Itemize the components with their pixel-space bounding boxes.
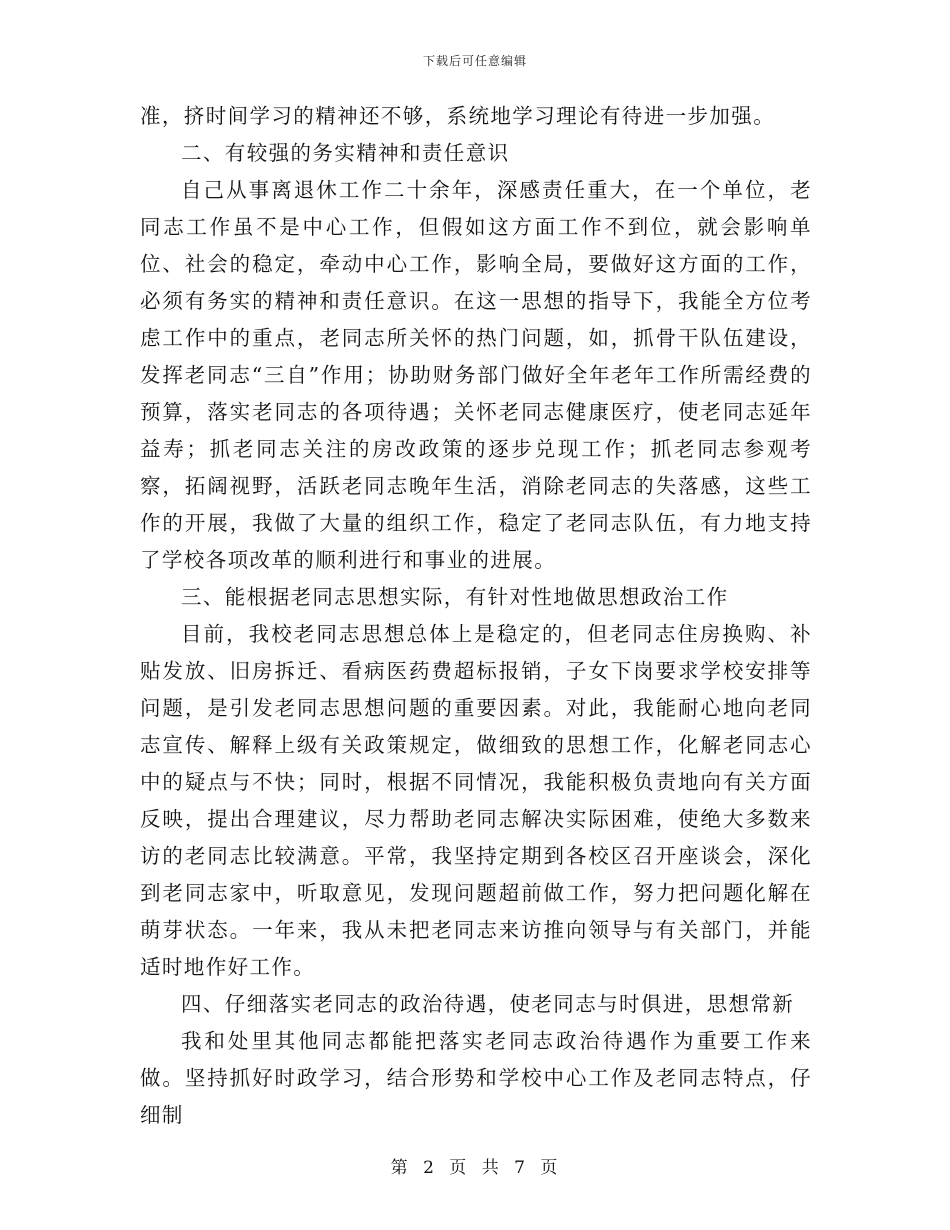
paragraph-continuation: 准，挤时间学习的精神还不够，系统地学习理论有待进一步加强。 — [140, 104, 776, 128]
section-heading-4: 四、仔细落实老同志的政治待遇，使老同志与时俱进，思想常新 — [181, 992, 795, 1016]
page-footer — [0, 1153, 950, 1178]
paragraph: 自己从事离退休工作二十余年，深感责任重大，在一个单位，老同志工作虽不是中心工作，但假如这方面工作不到位，就会影响单位、社会的稳定，牵动中心工作，影响全局，要做好这方面的工作，必须有务实的精神和责任意识。在这一思想的指导下，我能全方位考虑工作中的重点，老同志所关怀的热门问题，如，抓骨干队伍建设，发挥老同志“三自”作用；协助财务部门做好全年老年工作所需经费的预算，落实老同志的各项待遇；关怀老同志健康医疗，使老同志延年益寿；抓老同志关注的房改政策的逐步兑现工作；抓老同志参观考察，拓阔视野，活跃老同志晚年生活，消除老同志的失落感，这些工作的开展，我做了大量的组织工作，稳定了老同志队伍，有力地支持了学校各项改革的顺利进行和事业的进展。 — [140, 178, 812, 572]
footer-label-gong: 共 — [481, 1158, 501, 1178]
paragraph: 我和处里其他同志都能把落实老同志政治待遇作为重要工作来做。坚持抓好时政学习，结合形势和学校中心工作及老同志特点，仔细制 — [140, 1029, 812, 1127]
body-text — [140, 98, 812, 1134]
footer-label-ye2: 页 — [540, 1158, 560, 1178]
total-page-count: 7 — [514, 1158, 527, 1178]
section-heading-2: 二、有较强的务实精神和责任意识 — [181, 141, 510, 165]
current-page-number: 2 — [423, 1158, 436, 1178]
footer-label-di: 第 — [390, 1158, 410, 1178]
footer-label-ye: 页 — [449, 1158, 469, 1178]
section-heading-3: 三、能根据老同志思想实际，有针对性地做思想政治工作 — [181, 585, 729, 609]
page-header-note: 下载后可任意编辑 — [422, 54, 527, 68]
paragraph: 目前，我校老同志思想总体上是稳定的，但老同志住房换购、补贴发放、旧房拆迁、看病医药费超标报销，子女下岗要求学校安排等问题，是引发老同志思想问题的重要因素。对此，我能耐心地向老同志宣传、解释上级有关政策规定，做细致的思想工作，化解老同志心中的疑点与不快；同时，根据不同情况，我能积极负责地向有关方面反映，提出合理建议，尽力帮助老同志解决实际困难，使绝大多数来访的老同志比较满意。平常，我坚持定期到各校区召开座谈会，深化到老同志家中，听取意见，发现问题超前做工作，努力把问题化解在萌芽状态。一年来，我从未把老同志来访推向领导与有关部门，并能适时地作好工作。 — [140, 622, 812, 979]
